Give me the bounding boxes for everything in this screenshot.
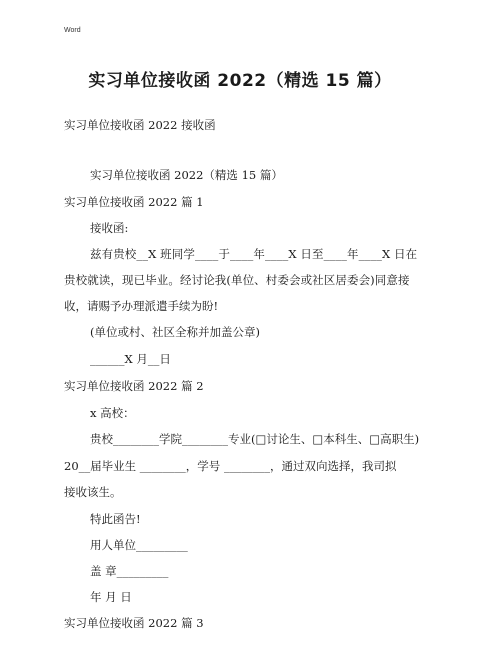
section-heading: 实习单位接收函 2022 篇 3 bbox=[64, 616, 204, 630]
document-title: 实习单位接收函 2022（精选 15 篇） bbox=[88, 71, 392, 91]
doc-line: 实习单位接收函 2022 接收函 bbox=[64, 118, 216, 132]
doc-line: ______X 月__日 bbox=[90, 352, 171, 366]
doc-line: 用人单位_________ bbox=[90, 538, 188, 552]
doc-line: 特此函告! bbox=[90, 512, 141, 526]
doc-line: 贵校就读，现已毕业。经讨论我(单位、村委会或社区居委会)同意接 bbox=[64, 273, 410, 287]
section-heading: 实习单位接收函 2022 篇 2 bbox=[64, 379, 204, 393]
doc-line: 接收函: bbox=[90, 221, 129, 235]
doc-line: 贵校________学院________专业(□讨论生、□本科生、□高职生) bbox=[90, 432, 420, 446]
doc-line: 20__届毕业生 ________，学号 ________，通过双向选择，我司拟 bbox=[64, 459, 397, 473]
doc-line: 兹有贵校__X 班同学____于____年____X 日至____年____X 日在 bbox=[90, 247, 418, 261]
section-heading: 实习单位接收函 2022 篇 1 bbox=[64, 195, 204, 209]
doc-line: 年 月 日 bbox=[90, 590, 132, 604]
doc-line: 盖 章_________ bbox=[90, 564, 169, 578]
doc-line: (单位或村、社区全称并加盖公章) bbox=[90, 325, 260, 339]
app-header-label: Word bbox=[64, 27, 81, 34]
doc-line: 实习单位接收函 2022（精选 15 篇） bbox=[90, 168, 283, 182]
doc-line: 接收该生。 bbox=[64, 485, 122, 499]
doc-line: x 高校： bbox=[90, 406, 135, 420]
doc-line: 收，请赐予办理派遣手续为盼! bbox=[64, 299, 219, 313]
